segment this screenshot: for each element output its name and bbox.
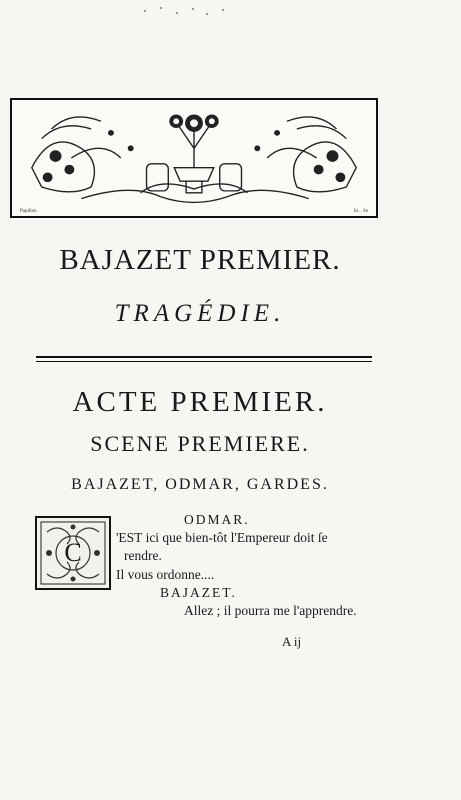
- character-list: BAJAZET, ODMAR, GARDES.: [71, 476, 329, 493]
- verse-line-2: Il vous ordonne....: [116, 567, 215, 582]
- floral-vignette-icon: [12, 100, 376, 216]
- speaker-odmar: ODMAR.: [184, 512, 250, 527]
- double-rule-bottom: [36, 361, 372, 362]
- engraver-signature-right: In .. Se: [353, 209, 368, 214]
- verse-line-1: 'EST ici que bien-tôt l'Empereur doit ſe: [116, 530, 328, 545]
- signature-mark: A ij: [282, 634, 302, 649]
- act-heading: ACTE PREMIER.: [72, 386, 328, 418]
- headpiece-ornament: [10, 98, 378, 218]
- decorated-initial: [35, 516, 111, 590]
- scene-heading: SCENE PREMIERE.: [90, 431, 310, 456]
- verse-line-3: Allez ; il pourra me l'apprendre.: [184, 603, 357, 618]
- ink-specks: [140, 4, 240, 18]
- double-rule-top: [36, 356, 372, 358]
- genre-title: TRAGÉDIE.: [114, 300, 286, 327]
- initial-letter: C: [64, 538, 82, 567]
- play-title: BAJAZET PREMIER.: [59, 244, 341, 276]
- verse-line-1-cont: rendre.: [124, 548, 162, 563]
- engraver-signature-left: Papillon: [20, 209, 37, 214]
- speaker-bajazet: BAJAZET.: [160, 585, 237, 600]
